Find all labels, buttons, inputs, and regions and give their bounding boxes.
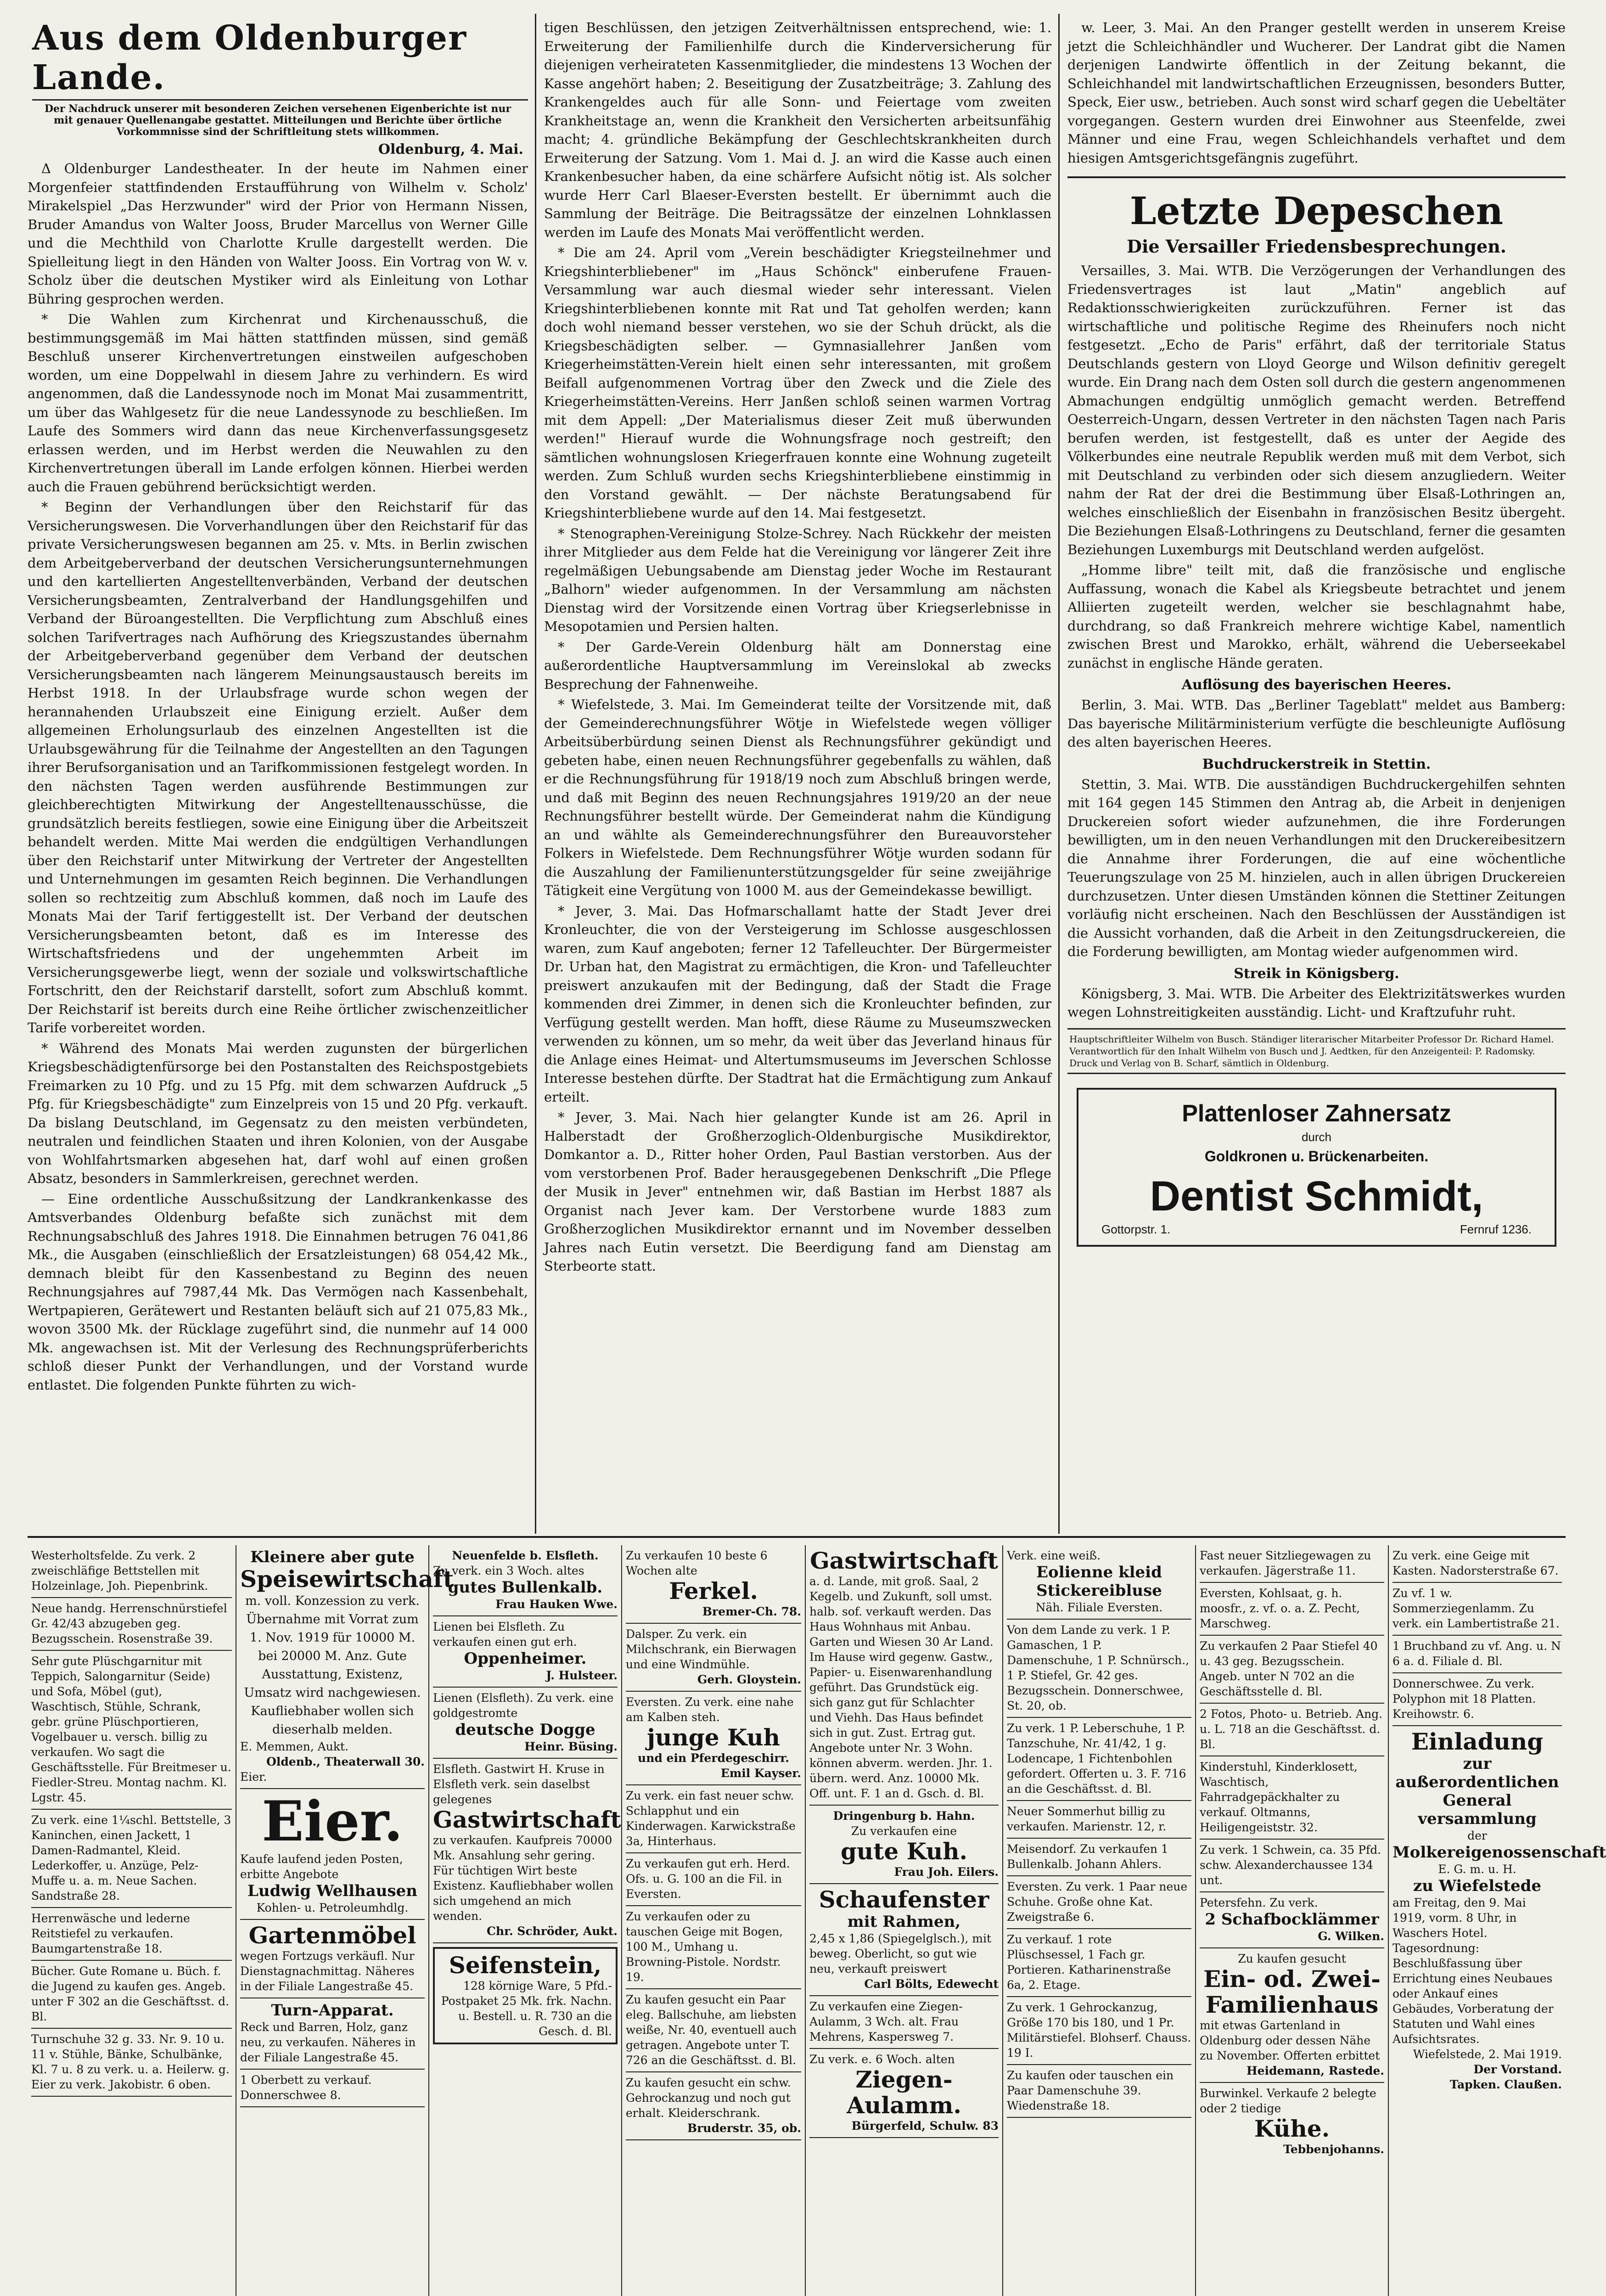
classified-ad: Zu vf. 1 w. Sommerziegenlamm. Zu verk. ein Lambertistraße 21. xyxy=(1393,1583,1562,1636)
article: * Während des Monats Mai werden zugunsten der bürgerlichen Kriegsbeschädigtenfürsorge bei den Postanstalten des Reichspostgebiets Freimarken zu 10 Pfg. und zu 15 Pfg. mit dem schwarzen Aufdruck „5 Pfg. für Kriegsbeschädigte" zum Einzelpreis von 15 und 20 Pfg. verkauft. Da bislang Deutschland, im Gegensatz zu den meisten verbündeten, neutralen und feindlichen Staaten und ihren Kolonien, von der Ausgabe von Wohlfahrtsmarken abgesehen hat, darf wohl auf einen großen Absatz, besonders in Sammlerkreisen, gerechnet werden. xyxy=(28,1040,528,1186)
ad-signature: Bruderstr. 35, ob. xyxy=(687,2122,801,2135)
ad-text: Dalsper. Zu verk. ein Milchschrank, ein Bierwagen und eine Windmühle. xyxy=(626,1627,797,1671)
classified-ad: 1 Bruchband zu vf. Ang. u. N 6 a. d. Filiale d. Bl. xyxy=(1393,1636,1562,1673)
article: * Wiefelstede, 3. Mai. Im Gemeinderat teilte der Vorsitzende mit, daß der Gemeinderechnungsführer Wötje in Wiefelstede wegen völliger Arbeitsüberbürdung seinen Dienst als Rechnungsführer gekündigt und gebeten habe, einen neuen Rechnungsführer gegebenfalls zu wählen, daß er die Rechnungsführung für 1918/19 noch zum Abschluß bringen werde, und daß mit Beginn des neuen Rechnungsjahres 1919/20 an der neue Rechnungsführer bestellt würde. Der Gemeinderat nahm die Kündigung an und wählte als Gemeinderechnungsführer den Bureauvorsteher Folkers in Wiefelstede. Dem Rechnungsführer Wötje wurden sodann für die Auszahlung der Familienunterstützungsgelder für seine zweijährige Tätigkeit eine Vergütung von 1000 M. aus der Gemeindekasse bewilligt. xyxy=(544,697,1051,898)
ad-signature: Carl Bölts, Edewecht xyxy=(864,1977,999,1991)
ad-text: Elsfleth. Gastwirt H. Kruse in Elsfleth verk. sein daselbst gelegenes xyxy=(433,1762,605,1806)
column-2 xyxy=(544,18,1051,1534)
classified-ad: Zu verk. 1 P. Leberschuhe, 1 P. Tanzschuhe, Nr. 41/42, 1 g. Lodencape, 1 Fichtenbohlen gefordert. Offerten u. 3. F. 716 an die Geschäftsst. d. Bl. xyxy=(1007,1718,1191,1801)
classified-ad xyxy=(1200,1892,1384,1948)
classified-ad: 1 Oberbett zu verkauf. Donnerschwee 8. xyxy=(240,2070,425,2107)
ad-text: Kaufe laufend jeden Posten, erbitte Angebote xyxy=(240,1852,403,1881)
ad-signature: Emil Kayser. xyxy=(720,1767,801,1780)
classified-ad xyxy=(240,1789,425,1920)
dentist-advertisement xyxy=(1077,1088,1556,1247)
ad-headline: Ferkel. xyxy=(669,1577,758,1604)
dispatch-subheading: Streik in Königsberg. xyxy=(1234,965,1399,982)
ad-text: Lienen (Elsfleth). Zu verk. eine goldgestromte xyxy=(433,1691,614,1720)
classified-ad: Zu verk. eine Geige mit Kasten. Nadorsterstraße 67. xyxy=(1393,1545,1562,1583)
classified-ad: Herrenwäsche und lederne Reitstiefel zu verkaufen. Baumgartenstraße 18. xyxy=(31,1908,232,1961)
classified-ads xyxy=(28,1545,1606,2296)
ad-text: mit etwas Gartenland in Oldenburg oder dessen Nähe zu November. Offerten erbittet xyxy=(1200,2019,1380,2062)
meeting-invitation-ad xyxy=(1393,1726,1606,2096)
classified-ad xyxy=(1200,1948,1384,2083)
classified-ad: Zu verkaufen eine Ziegen-Aulamm, 3 Wch. alt. Frau Mehrens, Kaspersweg 7. xyxy=(809,1996,999,2049)
column-3 xyxy=(1067,18,1566,1534)
ad-text: Kohlen- u. Petroleumhdlg. xyxy=(256,1901,409,1914)
ad-text: Zu verk. e. 6 Woch. alten xyxy=(809,2053,955,2066)
ad-text: E. G. m. u. H. xyxy=(1438,1863,1516,1876)
classified-ad xyxy=(626,1545,801,1624)
ad-headline: deutsche Dogge xyxy=(455,1721,595,1739)
classified-ad: Zu verkaufen gut erh. Herd. Ofs. u. G. 100 an die Fil. in Eversten. xyxy=(626,1853,801,1906)
ad-signature: Tebbenjohanns. xyxy=(1283,2143,1384,2156)
classified-ad: Fast neuer Sitzliegewagen zu verkaufen. Jägerstraße 11. xyxy=(1200,1545,1384,1583)
imprint: Hauptschriftleiter Wilhelm von Busch. Ständiger literarischer Mitarbeiter Professor Dr. Richard Hamel. Verantwortlich für den Inhalt Wilhelm von Busch und J. Aedtken, für den Anzeigenteil: P. Radomsky. Druck und Verlag von B. Scharf, sämtlich in Oldenburg. xyxy=(1067,1028,1566,1074)
ad-text: Eversten. Zu verk. eine nahe am Kalben steh. xyxy=(626,1695,794,1724)
ad-text: Burwinkel. Verkaufe 2 belegte oder 2 tiedige xyxy=(1200,2087,1376,2115)
ad-text: Dringenburg b. Hahn. xyxy=(833,1809,975,1823)
article: * Beginn der Verhandlungen über den Reichstarif für das Versicherungswesen. Die Vorverhandlungen über den Reichstarif für das private Versicherungswesen begannen am 25. v. Mts. in Berlin zwischen dem Arbeitgeberverband der deutschen Versicherungsunternehmungen und den kartellierten Angestelltenverbänden, Verband der deutschen Versicherungsbeamten, Zentralverband der Handlungsgehilfen und Verband der Büroangestellten. Die Verpflichtung zum Abschluß eines solchen Tarifvertrages nach Aufhörung des Kriegszustandes übernahm der Arbeitgeberverband gegenüber dem Verband der deutschen Versicherungsbeamten nach längerem Meinungsaustausch bereits im Herbst 1918. In der Urlaubsfrage wurde schon wegen der herannahenden Urlaubszeit eine Einigung erzielt. Außer dem allgemeinen Erholungsurlaub des einzelnen Angestellten ist die Urlaubsgewährung für die Teilnahme der Angestellten an den Tagungen ihrer Berufsorganisation und an Tarifkommissionen festgelegt worden. In den nächsten Tagen werden ausführende Bestimmungen zur gleichberechtigten Mitwirkung der Angestelltenausschüsse, die grundsätzlich bereits festliegen, sowie eine Einigung über die Arbeitszeit behandelt werden. Mitte Mai werden die endgültigen Verhandlungen über den Reichstarif unter Mitwirkung der Vertreter der Angestellten und Unternehmungen im gesamten Reich beginnen. Die Verhandlungen sollen so rechtzeitig zum Abschluß kommen, daß noch im Laufe des Monats Mai der Tarif fertiggestellt ist. Der Verband der deutschen Versicherungsbeamten betont, daß es im Interesse des Wirtschaftsfriedens und der ungehemmten Arbeit im Versicherungsgewerbe liegt, wenn der soziale und volkswirtschaftliche Fortschritt, den der Reichstarif darstellt, sofort zum Abschluß kommt. Der Reichstarif ist bereits durch eine Reihe örtlicher zwischenzeitlicher Tarife vorbereitet worden. xyxy=(28,499,528,1035)
classified-ad: Zu verk. 1 Schwein, ca. 35 Pfd. schw. Alexanderchaussee 134 unt. xyxy=(1200,1840,1384,1892)
ad-signature: Bremer-Ch. 78. xyxy=(702,1605,801,1618)
ad-name: Dentist Schmidt, xyxy=(1150,1172,1483,1220)
ad-headline: Turn-Apparat. xyxy=(271,2001,394,2020)
ad-signature: Heinr. Büsing. xyxy=(524,1740,618,1753)
ad-headline: Kleinere aber gute xyxy=(250,1548,415,1566)
classified-ad xyxy=(809,1806,999,1884)
ad-headline: Eier. xyxy=(262,1789,403,1854)
ads-column-1 xyxy=(28,1545,236,2296)
ad-headline: Speisewirtschaft xyxy=(240,1565,454,1593)
classified-ad: Sehr gute Plüschgarnitur mit Teppich, Salongarnitur (Seide) und Sofa, Möbel (gut), Waschtisch, Stühle, Schrank, gebr. grüne Plüschportieren, Vogelbauer u. versch. billig zu verkaufen. Wo sagt die Geschäftsstelle. Für Breitmeser u. Fiedler-Streu. Montag nachm. Kl. Lgstr. 45. xyxy=(31,1651,232,1810)
dispatch: „Homme libre" teilt mit, daß die französische und englische Auffassung, wonach die Kabel als Kriegsbeute betrachtet und jenem Alliierten zugeteilt werden, welcher sie beschlagnahmt habe, durchdrang, so daß Frankreich mehrere wichtige Kabel, namentlich zwischen Brest und Marokko, erhält, während die Ueberseekabel zunächst in englische Hände geraten. xyxy=(1067,562,1566,671)
ad-headline: 2 Schafbocklämmer xyxy=(1205,1910,1379,1929)
classified-ad xyxy=(809,2049,999,2138)
classified-ad xyxy=(433,1688,618,1759)
ad-headline: Molkereigenossenschaft xyxy=(1393,1843,1606,1862)
classified-ad: Eversten, Kohlsaat, g. h. moosfr., z. vf. o. a. Z. Pecht, Marschweg. xyxy=(1200,1583,1384,1636)
classified-ad: Kinderstuhl, Kinderklosett, Waschtisch, Fahrradgepäckhalter zu verkauf. Oltmanns, Heiligengeiststr. 32. xyxy=(1200,1756,1384,1840)
ad-text: der xyxy=(1467,1829,1487,1842)
article: — Eine ordentliche Ausschußsitzung der Landkrankenkasse des Amtsverbandes Oldenburg befaßte sich zunächst mit dem Rechnungsabschluß des Jahres 1918. Die Einnahmen betrugen 76 041,86 Mk., die Ausgaben (einschließlich der Ersatzleistungen) 68 054,42 Mk., demnach bleibt für den Kassenbestand zu Beginn des neuen Rechnungsjahres auf 7987,44 Mk. Das Vermögen nach Kassenbehalt, Wertpapieren, Gerätewert und Restanten beläuft sich auf 21 075,83 Mk., wovon 3500 Mk. der Rücklage zugeführt sind, die nunmehr auf 14 000 Mk. angewachsen ist. Mit der Verlesung des Rechnungsprüferberichts schloß dieser Punkt der Verhandlungen, und der Vorstand wurde entlastet. Die folgenden Punkte führten zu wich- xyxy=(28,1191,528,1393)
dispatch-subheading: Die Versailler Friedensbesprechungen. xyxy=(1127,236,1506,257)
ad-address: Gottorpstr. 1. xyxy=(1101,1222,1171,1236)
classified-ad xyxy=(1200,2083,1384,2161)
ad-headline: mit Rahmen, xyxy=(847,1913,961,1931)
article: tigen Beschlüssen, den jetzigen Zeitverhältnissen entsprechend, wie: 1. Erweiterung der Familienhilfe durch die Kinderversicherung für diejenigen verheirateten Kassenmitglieder, die mindestens 13 Wochen der Kasse angehört haben; 2. Beseitigung der Zusatzbeiträge; 3. Zahlung des Krankengeldes auch für alle Sonn- und Feiertage vom zweiten Krankheitstage an, wenn die Krankheit den Versicherten arbeitsunfähig macht; 4. gründliche Bekämpfung der Geschlechtskrankheiten durch Erweiterung der Satzung. Vom 1. Mai d. J. an wird die Kasse auch einen Krankenbesucher haben, da eine schärfere Aufsicht nötig ist. Als solcher wurde Herr Carl Blaeser-Eversten bestellt. Er übernimmt auch die Sammlung der Beiträge. Die Beitragssätze der einzelnen Lohnklassen werden im Laufe des Monats Mai veröffentlicht werden. xyxy=(544,20,1051,240)
ad-text: Lienen bei Elsfleth. Zu verkaufen einen gut erh. xyxy=(433,1620,577,1649)
ad-text: wegen Fortzugs verkäufl. Nur Dienstagnachmittag. Näheres in der Filiale Langestraße 45. xyxy=(240,1949,415,1993)
column-rule xyxy=(535,14,536,1534)
classified-ad: Zu verk. ein fast neuer schw. Schlapphut und ein Kinderwagen. Karwickstraße 3a, Hinterhaus. xyxy=(626,1785,801,1853)
article: * Der Garde-Verein Oldenburg hält am Donnerstag eine außerordentliche Hauptversammlung im Vereinslokal ab zwecks Besprechung der Fahnenweihe. xyxy=(544,639,1051,692)
classified-ad: Zu verkaufen oder zu tauschen Geige mit Bogen, 100 M., Umhang u. Browning-Pistole. Nordstr. 19. xyxy=(626,1906,801,1989)
ads-column-8 xyxy=(1389,1545,1606,2296)
classified-ad xyxy=(809,1545,999,1806)
classified-ad: Zu verkauf. 1 rote Plüschsessel, 1 Fach gr. Portieren. Katharinenstraße 6a, 2. Etage. xyxy=(1007,1929,1191,1997)
ad-headline: Ziegen-Aulamm. xyxy=(847,2066,961,2119)
ad-signature: Heidemann, Rastede. xyxy=(1247,2064,1384,2077)
classified-ad xyxy=(1007,1545,1191,1620)
ad-headline: zu Wiefelstede xyxy=(1413,1877,1542,1895)
classified-ad: Zu verkaufen 2 Paar Stiefel 40 u. 43 geg. Bezugsschein. Angeb. unter N 702 an die Geschäftsstelle d. Bl. xyxy=(1200,1636,1384,1704)
dispatch: Stettin, 3. Mai. WTB. Die ausständigen Buchdruckergehilfen sehnten mit 164 gegen 145 Stimmen den Antrag ab, die Arbeit in denjenigen Druckereien sofort wieder aufzunehmen, die ihre Forderungen bewilligten, um in den neuen Verhandlungen mit den Druckereibesitzern die Annahme ihrer Forderungen, die auf eine wöchentliche Teuerungszulage von 25 M. hinzielen, auch in allen übrigen Druckereien durchzusetzen. Unter diesen Umständen können die Stettiner Zeitungen vorläufig nicht erscheinen. Nach den Beschlüssen der Ausständigen ist die Aussicht vorhanden, daß die Arbeit in den Zeitungsdruckereien, die die Forderung bewilligten, am Montag wieder aufgenommen wird. xyxy=(1067,776,1566,959)
ad-headline: Kühe. xyxy=(1254,2115,1330,2142)
ad-text: Tagesordnung: Beschlußfassung über Errichtung eines Neubaues oder Ankauf eines Gebäudes, Vorberatung der Statuten und Wahl eines Aufsichtsrates. xyxy=(1393,1941,1554,2046)
section-intro-note: Der Nachdruck unserer mit besonderen Zeichen versehenen Eigenberichte ist nur mit genauer Quellenangabe gestattet. Mitteilungen und Berichte über örtliche Vorkommnisse sind der Schriftleitung stets willkommen. xyxy=(44,103,511,138)
classified-ad: 2 Fotos, Photo- u. Betrieb. Ang. u. L. 718 an die Geschäftsst. d. Bl. xyxy=(1200,1704,1384,1756)
classified-ad: Zu kaufen oder tauschen ein Paar Damenschuhe 39. Wiedenstraße 18. xyxy=(1007,2065,1191,2118)
ad-phone: Fernruf 1236. xyxy=(1460,1222,1532,1236)
ad-signature: Tapken. Claußen. xyxy=(1449,2078,1562,2091)
classified-ad xyxy=(809,1884,999,1996)
ad-headline: Gartenmöbel xyxy=(248,1922,416,1949)
classified-ad xyxy=(240,1998,425,2070)
ad-headline: General versammlung xyxy=(1418,1791,1537,1828)
ad-text: am Freitag, den 9. Mai 1919, vorm. 8 Uhr, in Waschers Hotel. xyxy=(1393,1896,1526,1940)
ads-column-2 xyxy=(236,1545,454,2296)
dispatch: Versailles, 3. Mai. WTB. Die Verzögerungen der Verhandlungen des Friedensvertrages ist laut „Matin" angeblich auf Redaktionsschwierigkeiten zurückzuführen. Ferner ist das wirtschaftliche und politische Regime des Rheinufers noch nicht festgesetzt. „Echo de Paris" erfährt, daß der territoriale Status Deutschlands gestern von Lloyd George und Wilson definitiv geregelt wurde. Ein Drang nach dem Osten soll durch die gestern angenommenen Abmachungen endgültig unmöglich gemacht werden. Betreffend Oesterreich-Ungarn, dessen Vertreter in den nächsten Tagen nach Paris berufen werden, ist festgestellt, daß es unter der Aegide des Völkerbundes eine neutrale Republik werden muß mit dem Verbot, sich mit Deutschland zu verbinden oder sich diesem anzugliedern. Weiter nahm der Rat der drei die Bestimmung über Elsaß-Lothringen an, welches einschließlich der Eisenbahn in französischen Besitz übergeht. Die Beziehungen Elsaß-Lothringens zu Deutschland, ferner die gesamten Beziehungen Luxemburgs mit Deutschland werden aufgelöst. xyxy=(1067,263,1566,557)
ad-text: Verk. eine weiß. xyxy=(1007,1549,1101,1562)
classified-ad: Neuer Sommerhut billig zu verkaufen. Marienstr. 12, r. xyxy=(1007,1801,1191,1839)
article: * Stenographen-Vereinigung Stolze-Schrey. Nach Rückkehr der meisten ihrer Mitglieder aus dem Felde hat die Vereinigung vor längerer Zeit ihre regelmäßigen Uebungsabende am Dienstag jeder Woche im Restaurant „Balhorn" wieder aufgenommen. In der Versammlung am nächsten Dienstag wird der Vorsitzende einen Vortrag über Kriegserlebnisse in Mesopotamien und Persien halten. xyxy=(544,525,1051,634)
ad-headline: Plattenloser Zahnersatz xyxy=(1182,1100,1451,1127)
ads-column-3 xyxy=(429,1545,622,2296)
ad-headline: zur außerordentlichen xyxy=(1395,1755,1559,1791)
dateline: Oldenburg, 4. Mai. xyxy=(378,141,523,158)
ad-headline: Gastwirtschaft xyxy=(433,1806,621,1833)
ad-headline: Einladung xyxy=(1411,1728,1544,1755)
section-masthead: Aus dem Oldenburger Lande. xyxy=(32,18,528,101)
article: * Jever, 3. Mai. Das Hofmarschallamt hatte der Stadt Jever drei Kronleuchter, die von der Versteigerung im Schlosse ausgeschlossen waren, zum Kauf angeboten; ferner 12 Tafelleuchter. Der Bürgermeister Dr. Urban hat, den Magistrat zu ermächtigen, die Kron- und Tafelleuchter preiswert anzukaufen mit der Bedingung, daß der Stadt die Frage kommenden drei Zimmer, in denen sich die Kronleuchter befinden, zur Verfügung gestellt werden. Man hofft, diese Räume zu Museumszwecken verwenden zu können, um so mehr, da weit über das Jeverland hinaus für die Anlage eines Heimat- und Altertumsmuseums im Jeverschen Schlosse Interesse bestehen dürfte. Der Stadtrat hat die Ermächtigung zum Ankauf erteilt. xyxy=(544,903,1051,1105)
article: * Jever, 3. Mai. Nach hier gelangter Kunde ist am 26. April in Halberstadt der Großherzoglich-Oldenburgische Musikdirektor, Domkantor a. D., Ritter hoher Orden, Paul Bastian verstorben. Aus der vom verstorbenen Prof. Bader herausgegebenen Denkschrift „Die Pflege der Musik in Jever" entnehmen wir, daß Bastian im Herbst 1887 als Organist nach Jever kam. Der Verstorbene wurde 1883 zum Großherzoglichen Musikdirektor ernannt und im November desselben Jahres nach Eutin versetzt. Die Beerdigung fand am Dienstag am Sterbeorte statt. xyxy=(544,1109,1051,1274)
ad-signature: Der Vorstand. xyxy=(1473,2063,1562,2076)
dispatch: Königsberg, 3. Mai. WTB. Die Arbeiter des Elektrizitätswerkes wurden wegen Lohnstreitigkeiten ausständig. Licht- und Kraftzufuhr ruht. xyxy=(1067,985,1566,1020)
ad-signature: Frau Hauken Wwe. xyxy=(495,1598,618,1611)
ad-text: Neuenfelde b. Elsfleth. xyxy=(452,1549,599,1562)
ad-text: a. d. Lande, mit groß. Saal, 2 Kegelb. und Zukunft, soll umst. halb. sof. verkauft werden. Das Haus Wohnhaus mit Anbau. Garten und Wiesen 30 Ar Land. Im Hause wird gegenw. Gastw., Papier- u. Eisenwarenhandlung geführt. Das Grundstück eig. sich ganz gut für Schlachter und Viehh. Das Haus befindet sich in gut. Zust. Ertrag gut. Angebote unter Nr. 3 Wohn. können abverm. werden. Jhr. 1. übern. werd. Anz. 10000 Mk. Off. unt. F. 1 an d. Gsch. d. Bl. xyxy=(809,1575,994,1800)
ad-headline: Ein- od. Zwei-Familienhaus xyxy=(1203,1965,1381,2018)
ad-signature: Bürgerfeld, Schulw. 83 xyxy=(851,2119,999,2133)
classified-ad: Zu kaufen gesucht ein Paar eleg. Ballschuhe, am liebsten weiße, Nr. 40, eventuell auch getragen. Angebote unter T. 726 an die Geschäftsst. d. Bl. xyxy=(626,1989,801,2072)
ad-text: Eier. xyxy=(240,1770,267,1784)
ad-text: zu verkaufen. Kaufpreis 70000 Mk. Ansahlung sehr gering. Für tüchtigen Wirt beste Existenz. Kaufliebhaber wollen sich umgehend an mich wenden. xyxy=(433,1834,614,1923)
ad-signature: Chr. Schröder, Aukt. xyxy=(487,1925,618,1938)
ad-text: durch xyxy=(1301,1130,1332,1144)
ad-text: Zu kaufen gesucht ein schw. Gehrockanzug und noch gut erhalt. Kleiderschrank. xyxy=(626,2076,791,2120)
dispatch-subheading: Buchdruckerstreik in Stettin. xyxy=(1202,756,1431,772)
ad-headline: Stickereibluse xyxy=(1036,1581,1162,1600)
classified-ad xyxy=(240,1920,425,1998)
classified-ad: Von dem Lande zu verk. 1 P. Gamaschen, 1 P. Damenschuhe, 1 P. Schnürsch., 1 P. Stiefel, Gr. 42 ges. Bezugsschein. Donnerschwee, St. 20, ob. xyxy=(1007,1620,1191,1718)
classified-ad xyxy=(433,1616,618,1688)
ad-headline: Eolienne kleid xyxy=(1036,1563,1162,1581)
article: w. Leer, 3. Mai. An den Pranger gestellt werden in unserem Kreise jetzt die Schleichhändler und Wucherer. Der Landrat gibt die Namen derjenigen Landwirte öffentlich in der Zeitung bekannt, die Schleichhandel mit landwirtschaftlichen Erzeugnissen, besonders Butter, Speck, Eier usw., betrieben. Auch sonst wird scharf gegen die Uebeltäter vorgegangen. Gestern wurden drei Einwohner aus Steenfelde, zwei Männer und eine Frau, wegen Schleichhandels verhaftet und dem hiesigen Amtsgerichtsgefängnis zugeführt. xyxy=(1067,20,1566,166)
classified-ad xyxy=(433,1545,618,1616)
ads-column-7 xyxy=(1196,1545,1389,2296)
ad-signature: Frau Joh. Eilers. xyxy=(894,1865,999,1879)
ad-headline: junge Kuh xyxy=(646,1724,781,1751)
classified-ad: Neue handg. Herrenschnürstiefel Gr. 42/43 abzugeben geg. Bezugsschein. Rosenstraße 39. xyxy=(31,1598,232,1651)
ad-text: Goldkronen u. Brückenarbeiten. xyxy=(1204,1148,1429,1165)
ad-text: m. voll. Konzession zu verk. Übernahme mit Vorrat zum 1. Nov. 1919 für 10000 M. bei 20000 M. Anz. Gute Ausstattung, Existenz, Umsatz wird nachgewiesen. Kaufliebhaber wollen sich dieserhalb melden. xyxy=(244,1594,421,1737)
classified-ad xyxy=(626,1692,801,1785)
dispatch-subheading: Auflösung des bayerischen Heeres. xyxy=(1181,677,1452,693)
ad-text: E. Memmen, Aukt. xyxy=(240,1740,349,1753)
latest-dispatches-heading: Letzte Depeschen xyxy=(1067,176,1566,233)
ad-contact xyxy=(1083,1222,1550,1237)
classified-ad: Zu verk. 1 Gehrockanzug, Größe 170 bis 180, und 1 Pr. Militärstiefel. Blohserf. Chauss. 19 I. xyxy=(1007,1997,1191,2065)
classified-ad xyxy=(433,1759,621,1943)
ad-text: Näh. Filiale Eversten. xyxy=(1035,1601,1163,1614)
ad-text: Zu verkaufen 10 beste 6 Wochen alte xyxy=(626,1549,768,1577)
article: * Die Wahlen zum Kirchenrat und Kirchenausschuß, die bestimmungsgemäß im Mai hätten stattfinden müssen, sind gemäß Beschluß unserer Kirchenvertretungen einstweilen aufgeschoben worden, um eine Doppelwahl in diesem Jahre zu verhindern. Es wird angenommen, daß die Landessynode noch im Monat Mai zusammentritt, um über das Wahlgesetz für die neue Landessynode zu beschließen. Im Laufe des Sommers wird dann das neue Kirchenverfassungsgesetz erlassen werden, und im Herbst werden die Neuwahlen zu den Kirchenvertretungen überall im Lande erfolgen können. Hierbei werden auch die Frauen gebührend berücksichtigt werden. xyxy=(28,311,528,495)
classified-ad xyxy=(433,1947,618,2044)
ad-signature: Gerh. Gloystein. xyxy=(697,1673,801,1686)
ads-column-6 xyxy=(1003,1545,1196,2296)
column-1 xyxy=(28,18,528,1534)
ad-text: Zu verkaufen eine xyxy=(851,1824,957,1838)
ad-signature: Oldenb., Theaterwall 30. xyxy=(266,1755,425,1768)
ad-text: 2,45 x 1,86 (Spiegelglsch.), mit beweg. Oberlicht, so gut wie neu, verkauft preiswert xyxy=(809,1932,992,1975)
ad-text: Petersfehn. Zu verk. xyxy=(1200,1896,1318,1909)
classified-ad xyxy=(626,2072,801,2140)
ad-headline: Oppenheimer. xyxy=(464,1649,587,1668)
ad-signature: G. Wilken. xyxy=(1318,1930,1384,1943)
ad-text: Wiefelstede, 2. Mai 1919. xyxy=(1413,2048,1562,2061)
classified-ad: Meisendorf. Zu verkaufen 1 Bullenkalb. Johann Ahlers. xyxy=(1007,1839,1191,1876)
ad-text: und ein Pferdegeschirr. xyxy=(638,1751,789,1765)
article: Δ Oldenburger Landestheater. In der heute im Nahmen einer Morgenfeier stattfindenden Erstaufführung von Wilhelm v. Scholz' Mirakelspiel „Das Herzwunder" wird der Prior von Hermann Nissen, Bruder Amandus von Walter Jooss, Bruder Marcellus von Werner Gille und die Mechthild von Charlotte Krulle dargestellt werden. Die Spielleitung liegt in den Händen von Walter Jooss. Ein Vortrag von W. v. Scholz über die deutschen Mystiker wird als Einleitung von Lothar Bühring gesprochen werden. xyxy=(28,161,528,307)
ad-text: 128 körnige Ware, 5 Pfd.-Postpaket 25 Mk. frk. Nachn. u. Bestell. u. R. 730 an die Gesch. d. Bl. xyxy=(441,1979,612,2038)
classified-ad: Westerholtsfelde. Zu verk. 2 zweischläfige Bettstellen mit Holzeinlage, Joh. Piepenbrink. xyxy=(31,1545,232,1598)
ad-headline: Seifenstein, xyxy=(449,1952,602,1979)
ad-signature: J. Hulsteer. xyxy=(546,1669,618,1682)
ad-text: Zu kaufen gesucht xyxy=(1238,1952,1346,1965)
article: * Die am 24. April vom „Verein beschädigter Kriegsteilnehmer und Kriegshinterbliebener" im „Haus Schönck" einberufene Frauen-Versammlung war auch diesmal wieder sehr interessant. Vielen Kriegshinterbliebenen konnte mit Rat und Tat geholfen werden; kann doch wohl niemand besser verstehen, wo sie der Schuh drückt, als die Kriegsbeschädigten selber. — Gymnasiallehrer Janßen vom Kriegerheimstätten-Verein hielt einen sehr interessanten, mit großem Beifall aufgenommenen Vortrag über den Zweck und die Ziele des Kriegerheimstätten-Vereins. Herr Janßen schloß seinen warmen Vortrag mit dem Appell: „Der Materialismus dieser Zeit muß überwunden werden!" Hierauf wurde die Wohnungsfrage noch gestreift; den sämtlichen wohnungslosen Kriegerfrauen konnte eine Wohnung zugeteilt werden. Zum Schluß wurden sechs Kriegshinterbliebene einstimmig in den Vorstand gewählt. — Der nächste Beratungsabend für Kriegshinterbliebene wurde auf den 14. Mai festgesetzt. xyxy=(544,245,1051,521)
ad-text: Zu verk. ein 3 Woch. altes xyxy=(433,1564,584,1577)
ads-column-4 xyxy=(622,1545,806,2296)
ad-headline: gutes Bullenkalb. xyxy=(448,1578,603,1597)
ad-headline: Gastwirtschaft xyxy=(810,1547,998,1574)
classified-ad xyxy=(240,1545,454,1789)
classified-ad: Eversten. Zu verk. 1 Paar neue Schuhe. Große ohne Kat. Zweigstraße 6. xyxy=(1007,1876,1191,1929)
classified-ad: Zu verk. eine 1¼schl. Bettstelle, 3 Kaninchen, einen Jackett, 1 Damen-Radmantel, Kleid. Lederkoffer, u. Anzüge, Pelz-Muffe u. a. m. Neue Sachen. Sandstraße 28. xyxy=(31,1810,232,1908)
classified-ad: Bücher. Gute Romane u. Büch. f. die Jugend zu kaufen ges. Angeb. unter F 302 an die Geschäftsst. d. Bl. xyxy=(31,1961,232,2029)
ad-headline: Schaufenster xyxy=(819,1886,989,1913)
classified-ad: Turnschuhe 32 g. 33. Nr. 9. 10 u. 11 v. Stühle, Bänke, Schulbänke, Kl. 7 u. 8 zu verk. u. a. Heilerw. g. Eier zu verk. Jakobistr. 6 oben. xyxy=(31,2029,232,2097)
classified-ad: Donnerschwee. Zu verk. Polyphon mit 18 Platten. Kreihowstr. 6. xyxy=(1393,1673,1562,1726)
ad-headline: Ludwig Wellhausen xyxy=(247,1882,418,1900)
classified-ad xyxy=(626,1624,801,1692)
ads-column-5 xyxy=(806,1545,1003,2296)
ad-headline: gute Kuh. xyxy=(840,1838,968,1865)
column-rule xyxy=(1058,14,1060,1534)
ad-text: Reck und Barren, Holz, ganz neu, zu verkaufen. Näheres in der Filiale Langestraße 45. xyxy=(240,2020,416,2064)
dispatch: Berlin, 3. Mai. WTB. Das „Berliner Tageblatt" meldet aus Bamberg: Das bayerische Militärministerium verfügte die beschleunigte Auflösung des alten bayerischen Heeres. xyxy=(1067,697,1566,750)
section-rule xyxy=(28,1536,1566,1538)
